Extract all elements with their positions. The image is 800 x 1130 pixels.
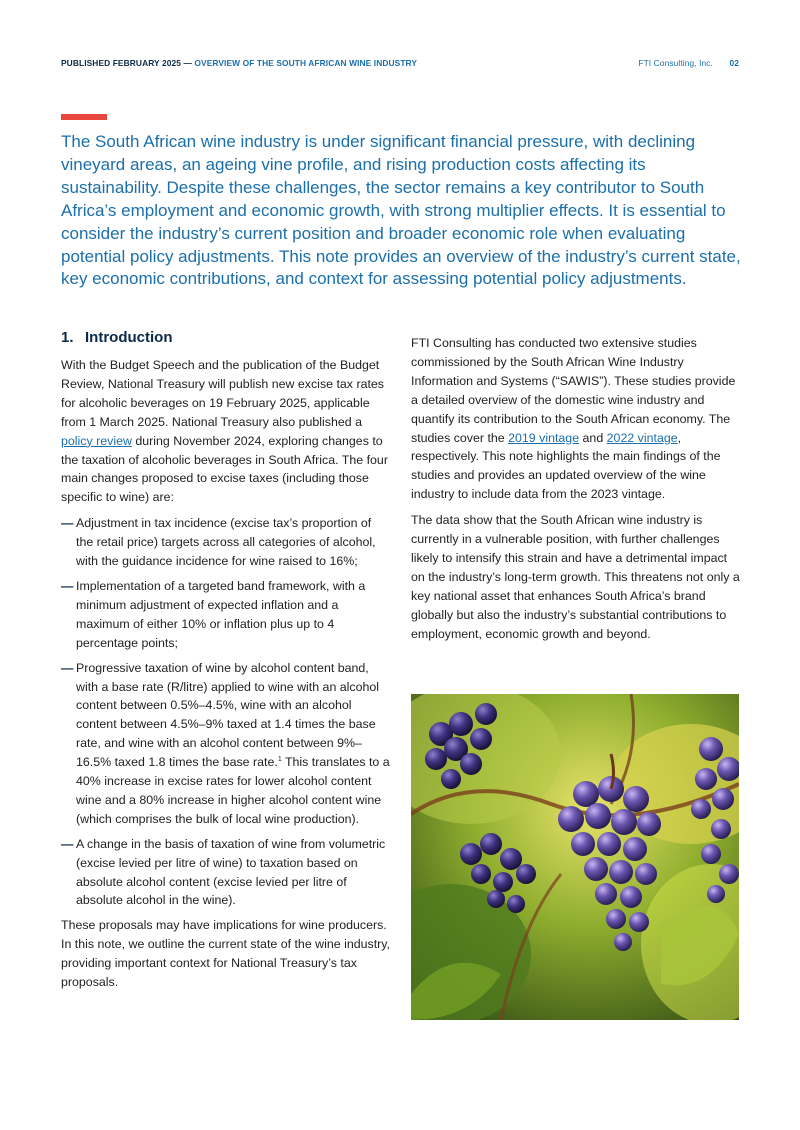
intro-paragraph-2: These proposals may have implications for wine producers. In this note, we outline the current state of the wine industry, providing important context for National Treasury’s tax proposals.: [61, 918, 390, 990]
dash-icon: —: [61, 836, 74, 851]
header-published: PUBLISHED FEBRUARY 2025 — OVERVIEW OF THE SOUTH AFRICAN WINE INDUSTRY: [61, 58, 418, 68]
grape-vine-illustration: [411, 694, 739, 1020]
policy-review-link[interactable]: policy review: [61, 433, 132, 448]
list-item: — Progressive taxation of wine by alcohol content band, with a base rate (R/litre) applied to wine with an alcohol content between 0.5%–4.5%, wine with an alcohol content between 4.5%–9% taxed at 1.4 times the base rate, and wine with an alcohol content between 9%–16.5% taxed 1.8 times the base rate.$^1$ This translates to a 40% increase in excise rates for lower alcohol content wine and a 80% increase in higher alcohol content wine (which comprises the bulk of local wine production).: [61, 660, 390, 826]
page-header: [61, 58, 739, 72]
footnote-mark[interactable]: 1: [277, 756, 282, 763]
accent-bar: [61, 114, 107, 120]
dash-icon: —: [61, 578, 74, 593]
lead-paragraph: The South African wine industry is under significant financial pressure, with declining vineyard areas, an ageing vine profile, and rising production costs affecting its sustainability. Despite these challenges, the sector remains a key contributor to South Africa’s employment and economic growth, with strong multiplier effects. It is essential to consider the industry’s current position and broader economic role when evaluating potential policy adjustments. This note provides an overview of the industry’s current state, key economic contributions, and context for assessing potential policy adjustments.: [61, 132, 741, 289]
page-number: 02: [729, 58, 739, 68]
section-number: 1.: [61, 329, 74, 346]
right-column: [411, 334, 741, 651]
section-title-text: Introduction: [85, 329, 173, 346]
vintage-2019-link[interactable]: 2019 vintage: [508, 430, 580, 445]
section-title: [61, 328, 391, 348]
header-company: FTI Consulting, Inc.: [638, 58, 713, 68]
list-item: — Implementation of a targeted band framework, with a minimum adjustment of expected inflation and a maximum of either 10% or inflation plus up to 4 percentage points;: [61, 578, 366, 650]
header-title: OVERVIEW OF THE SOUTH AFRICAN WINE INDUSTRY: [194, 58, 418, 68]
list-item: — A change in the basis of taxation of wine from volumetric (excise levied per litre of wine) to taxation based on absolute alcohol content (excise levied per litre of absolute alcohol in the wine).: [61, 836, 386, 908]
vintage-2022-link[interactable]: 2022 vintage: [606, 430, 678, 445]
list-item: — Adjustment in tax incidence (excise tax’s proportion of the retail price) targets across all categories of alcohol, with the guidance incidence for wine raised to 16%;: [61, 516, 376, 569]
intro-paragraph-1: With the Budget Speech and the publication of the Budget Review, National Treasury will publish new excise tax rates for alcoholic beverages on 19 February 2025, applicable from 1 March 2025. National Treasury also published a policy review during November 2024, exploring changes to the taxation of alcoholic beverages in South Africa. The four main changes proposed to excise taxes (including those specific to wine) are:: [61, 358, 388, 505]
studies-paragraph: FTI Consulting has conducted two extensive studies commissioned by the South African Wine Industry Information and Systems (“SAWIS”). These studies provide a detailed overview of the domestic wine industry and quantify its contribution to the South African economy. The studies cover the 2019 vintage and 2022 vintage, respectively. This note highlights the main findings of the studies and provides an updated overview of the wine industry to include data from the 2023 vintage.: [411, 336, 736, 502]
dash-icon: —: [61, 516, 74, 531]
grapes-photo: [411, 694, 739, 1020]
left-column: [61, 328, 391, 999]
dash-icon: —: [61, 660, 74, 675]
proposal-list: [61, 514, 391, 910]
vulnerability-paragraph: The data show that the South African wine industry is currently in a vulnerable position, with further challenges likely to intensify this strain and have a detrimental impact on the industry’s long-term growth. This threatens not only a key national asset that enhances South Africa’s brand globally but also the industry’s substantial contributions to employment, economic growth and beyond.: [411, 513, 740, 641]
